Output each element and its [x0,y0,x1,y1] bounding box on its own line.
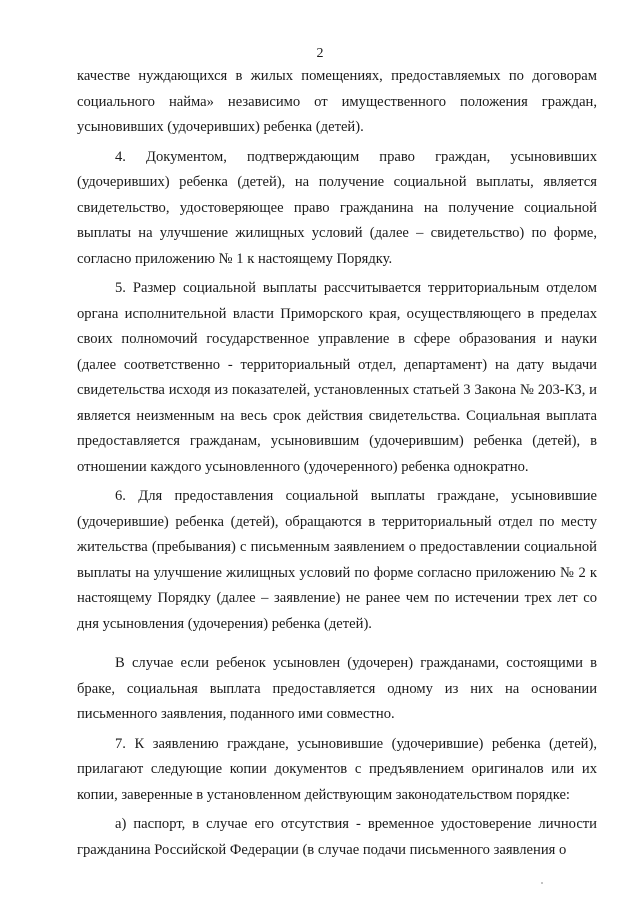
document-body [77,64,597,867]
paragraph-item-5: 5. Размер социальной выплаты рассчитывается территориальным отделом органа исполнительной власти Приморского края, осуществляющего в пределах своих полномочий государственное управление в сфере образования и науки (далее соответственно - территориальный отдел, департамент) на дату выдачи свидетельства исходя из показателей, установленных статьей 3 Закона № 203-КЗ, и является неизменным на весь срок действия свидетельства. Социальная выплата предоставляется гражданам, усыновившим (удочерившим) ребенка (детей), в отношении каждого усыновленного (удочеренного) ребенка однократно. [77,280,597,475]
paragraph-item-4: 4. Документом, подтверждающим право граждан, усыновивших (удочеривших) ребенка (детей), на получение социальной выплаты, является свидетельство, удостоверяющее право гражданина на получение социальной выплаты на улучшение жилищных условий (далее – свидетельство) по форме, согласно приложению № 1 к настоящему Порядку. [77,148,597,267]
page-number: 2 [316,46,324,61]
paragraph-item-7: 7. К заявлению граждане, усыновившие (удочерившие) ребенка (детей), прилагают следующие копии документов с предъявлением оригиналов или их копии, заверенные в установленном действующим законодательством порядке: [77,735,597,803]
paragraph-item-6: 6. Для предоставления социальной выплаты граждане, усыновившие (удочерившие) ребенка (детей), обращаются в территориальный отдел по месту жительства (пребывания) с письменным заявлением о предоставлении социальной выплаты на улучшение жилищных условий по форме согласно приложению № 2 к настоящему Порядку (далее – заявление) не ранее чем по истечении трех лет со дня усыновления (удочерения) ребенка (детей). [77,488,597,632]
paragraph-item-7a: а) паспорт, в случае его отсутствия - временное удостоверение личности гражданина Российской Федерации (в случае подачи письменного заявления о [77,816,597,858]
scan-speck [541,882,543,884]
paragraph-continuation: качестве нуждающихся в жилых помещениях, предоставляемых по договорам социального найма» независимо от имущественного положения граждан, усыновивших (удочеривших) ребенка (детей). [77,68,597,135]
paragraph-married-couple: В случае если ребенок усыновлен (удочерен) гражданами, состоящими в браке, социальная выплата предоставляется одному из них на основании письменного заявления, поданного ими совместно. [77,655,597,722]
